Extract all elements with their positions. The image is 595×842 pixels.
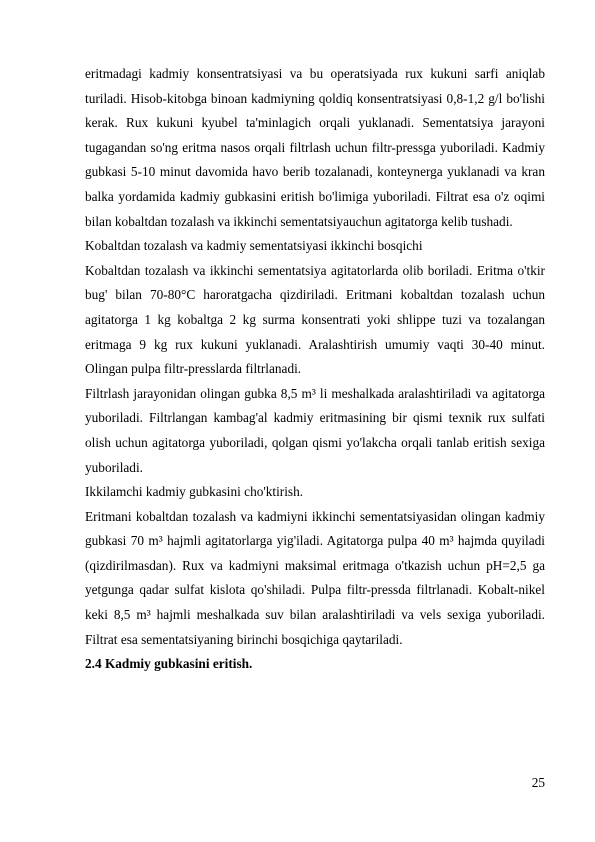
paragraph-cobalt-cleaning: Kobaltdan tozalash va ikkinchi sementatsiya agitatorlarda olib boriladi. Eritma o'tkir bug' bilan 70-80°C haroratgacha qizdiriladi. Eritmani kobaltdan tozalash uchun agitatorga 1 kg kobaltga 2 kg surma konsentrati yoki shlippe tuzi va tozalangan eritmaga 9 kg rux kukuni yuklanadi. Aralashtirish umumiy vaqti 30-40 minut. Olingan pulpa filtr-presslarda filtrlanadi. <box>85 262 545 377</box>
page-number: 25 <box>531 775 545 790</box>
paragraph-secondary-sponge: Eritmani kobaltdan tozalash va kadmiyni ikkinchi sementatsiyasidan olingan kadmiy gubkasi 70 m³ hajmli agitatorlarga yig'iladi. Agitatorga pulpa 40 m³ hajmda quyiladi (qizdirilmasdan). Rux va kadmiyni maksimal eritmaga o'tkazish uchun pH=2,5 ga yetgunga qadar sulfat kislota qo'shiladi. Pulpa filtr-pressda filtrlanadi. Kobalt-nikel keki 8,5 m³ hajmli meshalkada suv bilan aralashtiriladi va vels sexiga yuboriladi. Filtrat esa sementatsiyaning birinchi bosqichiga qaytariladi. <box>85 508 545 647</box>
section-heading: 2.4 Kadmiy gubkasini eritish. <box>85 656 253 672</box>
subheading-secondary-sponge: Ikkilamchi kadmiy gubkasini cho'ktirish. <box>85 484 304 500</box>
body-text <box>85 62 545 677</box>
subheading-cobalt-cleaning: Kobaltdan tozalash va kadmiy sementatsiyasi ikkinchi bosqichi <box>85 238 423 254</box>
paragraph-filtration: Filtrlash jarayonidan olingan gubka 8,5 m³ li meshalkada aralashtiriladi va agitatorga yuboriladi. Filtrlangan kambag'al kadmiy eritmasining bir qismi texnik rux sulfati olish uchun agitatorga yuboriladi, qolgan qismi yo'lakcha orqali tanlab eritish sexiga yuboriladi. <box>85 385 545 475</box>
paragraph-cementation-end: eritmadagi kadmiy konsentratsiyasi va bu operatsiyada rux kukuni sarfi aniqlab turiladi. Hisob-kitobga binoan kadmiyning qoldiq konsentratsiyasi 0,8-1,2 g/l bo'lishi kerak. Rux kukuni kyubel ta'minlagich orqali yuklanadi. Sementatsiya jarayoni tugagandan so'ng eritma nasos orqali filtrlash uchun filtr-pressga yuboriladi. Kadmiy gubkasi 5-10 minut davomida havo berib tozalanadi, konteynerga yuklanadi va kran balka yordamida kadmiy gubkasini eritish bo'limiga yuboriladi. Filtrat esa o'z oqimi bilan kobaltdan tozalash va ikkinchi sementatsiyauchun agitatorga kelib tushadi. <box>85 66 545 229</box>
